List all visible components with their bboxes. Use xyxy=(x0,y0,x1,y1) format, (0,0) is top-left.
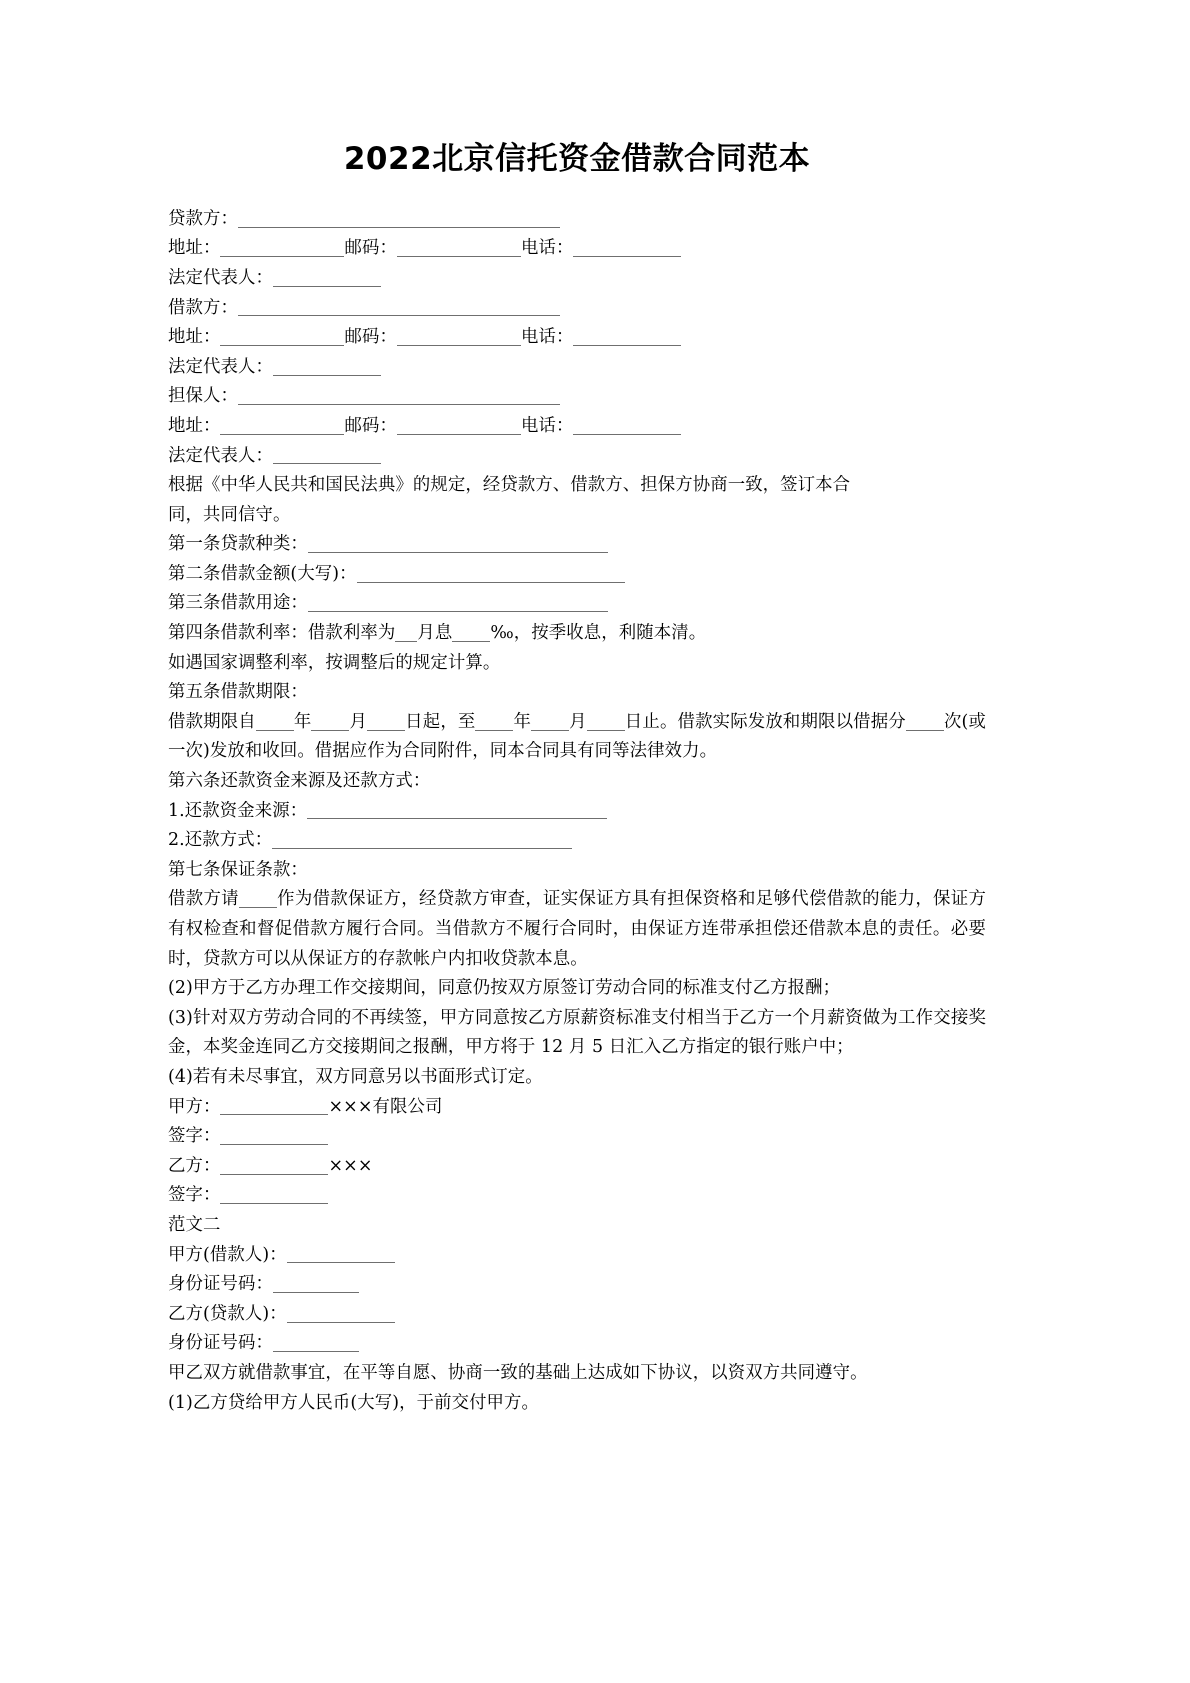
term-end-day-blank[interactable] xyxy=(587,712,625,731)
sample-two-party-a-id-row xyxy=(168,1270,986,1300)
sample-two-party-a-blank[interactable] xyxy=(287,1245,395,1264)
clause-4-monthly-label: 月息 xyxy=(417,623,453,644)
guarantor-field-row xyxy=(168,382,986,412)
term-note-suffix: 次(或一次)发放和收回。借据应作为合同附件，同本合同具有同等法律效力。 xyxy=(168,711,986,762)
page-title: 2022北京信托资金借款合同范本 xyxy=(343,141,811,177)
clause-7-label: 第七条保证条款： xyxy=(168,859,308,880)
party-b-blank[interactable] xyxy=(220,1156,328,1175)
clause-6-item-2-row xyxy=(168,826,986,856)
id-number-label: 身份证号码： xyxy=(168,1333,273,1354)
clause-3-input-blank[interactable] xyxy=(308,594,608,613)
closing-line-2: (1)乙方贷给甲方人民币(大写)，于前交付甲方。 xyxy=(168,1392,540,1413)
clause-2-label: 第二条借款金额(大写)： xyxy=(168,563,357,584)
borrower-legal-rep-row xyxy=(168,353,986,383)
term-start-day-blank[interactable] xyxy=(367,712,405,731)
sample-two-party-a-row xyxy=(168,1241,986,1271)
party-b-row xyxy=(168,1152,986,1182)
clause-7-guarantor-blank[interactable] xyxy=(239,889,277,908)
phone-input-blank[interactable] xyxy=(573,416,681,435)
party-b-label: 乙方： xyxy=(168,1155,221,1176)
signature-label: 签字： xyxy=(168,1126,221,1147)
clause-1-input-blank[interactable] xyxy=(308,534,608,553)
term-start-month-blank[interactable] xyxy=(311,712,349,731)
postcode-label: 邮码： xyxy=(344,415,397,436)
term-end-suffix: 日止。借款实际发放和期限以借 xyxy=(624,711,871,732)
clause-4-suffix: ‰，按季收息，利随本清。 xyxy=(490,623,707,644)
term-start-suffix: 日起，至 xyxy=(405,711,476,732)
guarantor-address-row xyxy=(168,412,986,442)
guarantor-input-blank[interactable] xyxy=(238,386,560,405)
item-3-paragraph: (3)针对双方劳动合同的不再续签，甲方同意按乙方原薪资标准支付相当于乙方一个月薪资做为工作交接奖金，本奖金连同乙方交接期间之报酬，甲方将于 12 月 5 日汇入乙方指定的银行账户中； xyxy=(168,1007,986,1058)
clause-7-body: 作为借款保证方，经贷款方审查，证实保证方具有担保资格和足够代偿借款的能力，保证方有权检查和督促借款方履行合同。当借款方不履行合同时，由保证方连带承担偿还借款本息的责任。必要时，贷款方可以从保证方的存款帐户内扣收贷款本息。 xyxy=(168,889,986,969)
clause-4-label: 第四条借款利率：借款利率为 xyxy=(168,623,396,644)
lender-input-blank[interactable] xyxy=(238,209,560,228)
clause-3-label: 第三条借款用途： xyxy=(168,593,308,614)
party-a-signature-blank[interactable] xyxy=(220,1126,328,1145)
id-number-label: 身份证号码： xyxy=(168,1274,273,1295)
clause-6-item-2-blank[interactable] xyxy=(272,830,572,849)
sample-two-heading: 范文二 xyxy=(168,1214,221,1235)
legal-rep-label: 法定代表人： xyxy=(168,356,273,377)
clause-4-rate-blank[interactable] xyxy=(395,623,417,642)
clause-4-permille-blank[interactable] xyxy=(452,623,490,642)
party-a-row xyxy=(168,1093,986,1123)
preamble-line-1: 根据《中华人民共和国民法典》的规定，经贷款方、借款方、担保方协商一致，签订本合 xyxy=(168,475,851,496)
sample-two-party-b-blank[interactable] xyxy=(287,1304,395,1323)
party-b-value: ××× xyxy=(328,1155,373,1176)
address-label: 地址： xyxy=(168,327,221,348)
legal-rep-input-blank[interactable] xyxy=(273,357,381,376)
postcode-input-blank[interactable] xyxy=(397,416,521,435)
borrower-field-row xyxy=(168,294,986,324)
document-body xyxy=(168,140,986,1418)
term-year2-label: 年 xyxy=(513,711,532,732)
term-installments-blank[interactable] xyxy=(906,712,944,731)
party-a-signature-row xyxy=(168,1122,986,1152)
clause-7-paragraph xyxy=(168,885,986,974)
clause-6-label: 第六条还款资金来源及还款方式： xyxy=(168,771,431,792)
guarantor-legal-rep-row xyxy=(168,442,986,472)
borrower-label: 借款方： xyxy=(168,297,238,318)
clause-1-row xyxy=(168,530,986,560)
clause-7-prefix: 借款方请 xyxy=(168,889,239,910)
phone-label: 电话： xyxy=(520,415,574,436)
clause-5-term-paragraph xyxy=(168,708,986,767)
legal-rep-input-blank[interactable] xyxy=(273,268,381,287)
term-end-year-blank[interactable] xyxy=(475,712,513,731)
phone-input-blank[interactable] xyxy=(573,327,681,346)
address-label: 地址： xyxy=(168,238,221,259)
phone-label: 电话： xyxy=(520,238,574,259)
clause-5-label: 第五条借款期限： xyxy=(168,682,308,703)
address-input-blank[interactable] xyxy=(220,238,344,257)
clause-6-item-1-label: 1.还款资金来源： xyxy=(168,800,308,821)
clause-6-item-1-row xyxy=(168,797,986,827)
clause-1-label: 第一条贷款种类： xyxy=(168,534,308,555)
lender-label: 贷款方： xyxy=(168,208,238,229)
legal-rep-label: 法定代表人： xyxy=(168,267,273,288)
term-end-month-blank[interactable] xyxy=(531,712,569,731)
lender-field-row xyxy=(168,205,986,235)
sample-two-party-b-label: 乙方(贷款人)： xyxy=(168,1303,287,1324)
term-start-year-blank[interactable] xyxy=(256,712,294,731)
clause-4-row xyxy=(168,619,986,649)
term-month2-label: 月 xyxy=(569,711,587,732)
sample-two-party-a-label: 甲方(借款人)： xyxy=(168,1244,287,1265)
guarantor-label: 担保人： xyxy=(168,386,238,407)
item-2-paragraph: (2)甲方于乙方办理工作交接期间，同意仍按双方原签订劳动合同的标准支付乙方报酬； xyxy=(168,978,841,999)
legal-rep-label: 法定代表人： xyxy=(168,445,273,466)
borrower-input-blank[interactable] xyxy=(238,298,560,317)
postcode-label: 邮码： xyxy=(344,327,397,348)
clause-3-row xyxy=(168,589,986,619)
term-prefix: 借款期限自 xyxy=(168,711,256,732)
party-a-label: 甲方： xyxy=(168,1096,221,1117)
address-input-blank[interactable] xyxy=(220,416,344,435)
term-month-label: 月 xyxy=(349,711,368,732)
clause-6-item-2-label: 2.还款方式： xyxy=(168,830,273,851)
clause-6-item-1-blank[interactable] xyxy=(307,801,607,820)
party-a-blank[interactable] xyxy=(220,1097,328,1116)
postcode-input-blank[interactable] xyxy=(397,327,521,346)
lender-address-row xyxy=(168,234,986,264)
sample-two-party-b-row xyxy=(168,1300,986,1330)
party-a-value: ×××有限公司 xyxy=(328,1096,443,1117)
party-b-signature-row xyxy=(168,1181,986,1211)
address-label: 地址： xyxy=(168,415,221,436)
term-note-prefix: 据分 xyxy=(870,711,906,732)
phone-input-blank[interactable] xyxy=(573,238,681,257)
clause-4-note: 如遇国家调整利率，按调整后的规定计算。 xyxy=(168,652,501,673)
sample-two-party-b-id-blank[interactable] xyxy=(273,1333,359,1352)
borrower-address-row xyxy=(168,323,986,353)
signature-label: 签字： xyxy=(168,1185,221,1206)
closing-line-1: 甲乙双方就借款事宜，在平等自愿、协商一致的基础上达成如下协议，以资双方共同遵守。 xyxy=(168,1362,868,1383)
clause-2-input-blank[interactable] xyxy=(357,564,625,583)
address-input-blank[interactable] xyxy=(220,327,344,346)
phone-label: 电话： xyxy=(520,327,574,348)
item-4-paragraph: (4)若有未尽事宜，双方同意另以书面形式订定。 xyxy=(168,1066,543,1087)
sample-two-party-b-id-row xyxy=(168,1329,986,1359)
party-b-signature-blank[interactable] xyxy=(220,1185,328,1204)
clause-2-row xyxy=(168,560,986,590)
preamble-line-2: 同，共同信守。 xyxy=(168,504,291,525)
term-year-label: 年 xyxy=(293,711,312,732)
postcode-input-blank[interactable] xyxy=(397,238,521,257)
postcode-label: 邮码： xyxy=(344,238,397,259)
legal-rep-input-blank[interactable] xyxy=(273,446,381,465)
sample-two-party-a-id-blank[interactable] xyxy=(273,1274,359,1293)
lender-legal-rep-row xyxy=(168,264,986,294)
